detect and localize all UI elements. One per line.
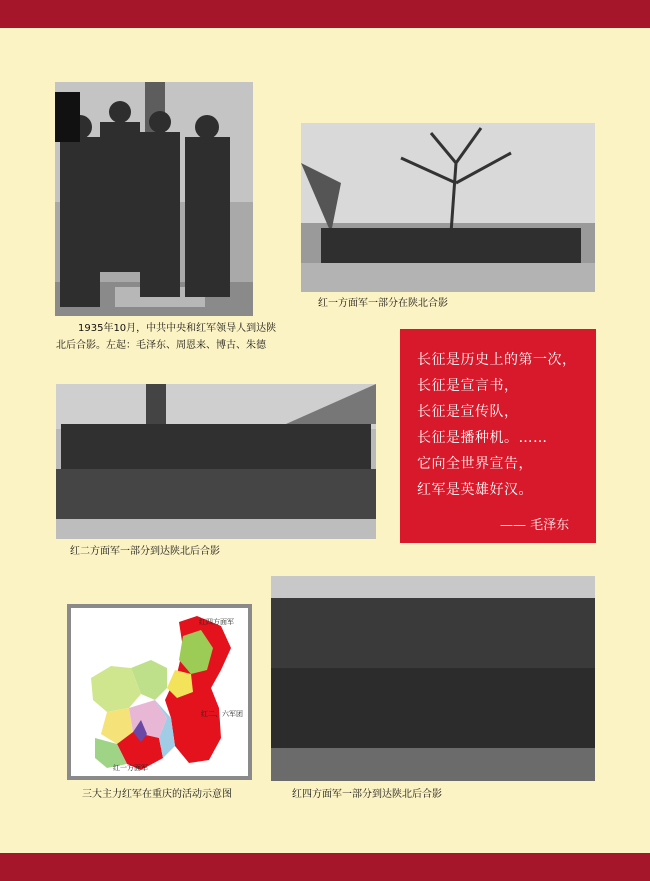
quote-line: 长征是播种机。…… (417, 430, 548, 446)
quote-line: 长征是宣传队， (417, 404, 519, 420)
mao-quote-box (400, 329, 596, 543)
army4-caption: 红四方面军一部分到达陕北后合影 (292, 789, 442, 800)
top-red-band (0, 0, 650, 28)
quote-author: —— 毛泽东 (500, 518, 570, 533)
chongqing-map (67, 604, 252, 780)
army1-photo (301, 123, 595, 292)
army4-photo (271, 576, 595, 781)
map-label-army1: 红一方面军 (113, 764, 148, 772)
leaders-caption-line2: 北后合影。左起：毛泽东、周恩来、博古、朱德 (56, 340, 266, 351)
quote-line: 它向全世界宣告， (417, 456, 533, 472)
army2-caption: 红二方面军一部分到达陕北后合影 (70, 546, 220, 557)
quote-line: 红军是英雄好汉。 (417, 482, 533, 498)
quote-line: 长征是历史上的第一次， (417, 352, 577, 368)
army1-caption: 红一方面军一部分在陕北合影 (318, 298, 448, 309)
quote-line: 长征是宣言书， (417, 378, 519, 394)
leaders-caption-line1: 1935年10月，中共中央和红军领导人到达陕 (78, 323, 277, 334)
bottom-red-band (0, 853, 650, 881)
map-label-army4: 红四方面军 (199, 618, 234, 626)
army2-photo (56, 384, 376, 539)
map-caption: 三大主力红军在重庆的活动示意图 (82, 789, 232, 800)
leaders-photo (55, 82, 253, 316)
map-label-army2-6: 红二、六军团 (201, 710, 243, 718)
